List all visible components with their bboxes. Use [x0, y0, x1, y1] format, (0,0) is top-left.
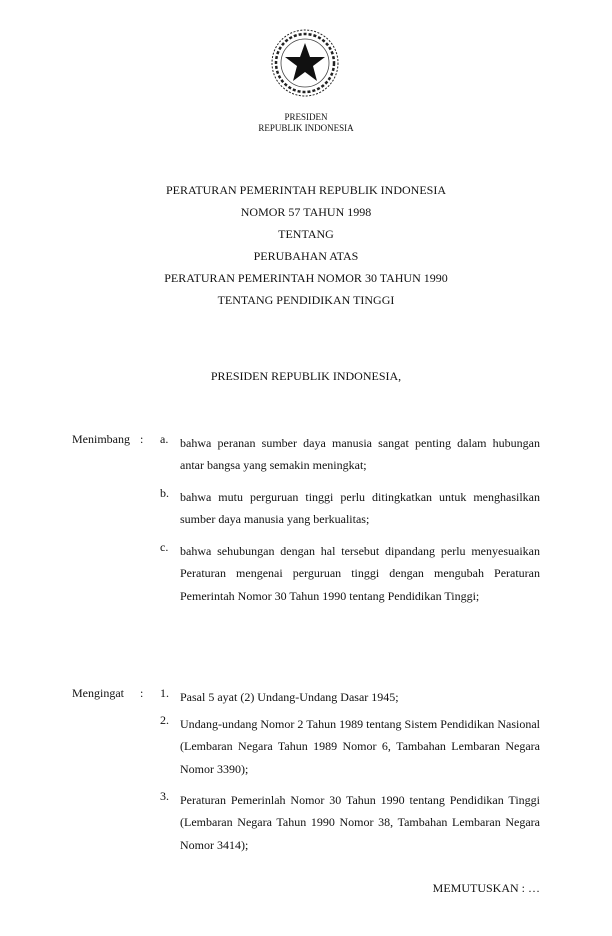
title-line: PERATURAN PEMERINTAH NOMOR 30 TAHUN 1990: [164, 271, 448, 285]
item-text: bahwa mutu perguruan tinggi perlu ditingkatkan untuk menghasilkan sumber daya manusia yang berkualitas;: [180, 490, 540, 527]
item-number: b.: [160, 486, 169, 500]
mengingat-item: [160, 789, 540, 856]
item-number: 2.: [160, 713, 169, 727]
header-president: PRESIDEN: [284, 112, 328, 122]
menimbang-colon: :: [140, 432, 144, 446]
item-text: Undang-undang Nomor 2 Tahun 1989 tentang Sistem Pendidikan Nasional (Lembaran Negara Tahun 1989 Nomor 6, Tambahan Lembaran Negara Nomor 3390);: [180, 717, 540, 776]
item-text: bahwa peranan sumber daya manusia sangat penting dalam hubungan antar bangsa yang semakin meningkat;: [180, 436, 540, 473]
mengingat-item: [160, 686, 540, 708]
star-emblem-icon: [268, 26, 342, 100]
item-text: bahwa sehubungan dengan hal tersebut dipandang perlu menyesuaikan Peraturan mengenai perguruan tinggi dengan mengubah Peraturan Pemerintah Nomor 30 Tahun 1990 tentang Pendidikan Tinggi;: [180, 544, 540, 603]
title-line: PERUBAHAN ATAS: [253, 249, 359, 263]
document-title: [0, 179, 612, 311]
header-republic: REPUBLIK INDONESIA: [258, 123, 354, 133]
item-number: a.: [160, 432, 169, 446]
opening: PRESIDEN REPUBLIK INDONESIA,: [210, 369, 402, 383]
title-line: NOMOR 57 TAHUN 1998: [240, 205, 372, 219]
item-text: Peraturan Pemerinlah Nomor 30 Tahun 1990 tentang Pendidikan Tinggi (Lembaran Negara Tahun 1990 Nomor 38, Tambahan Lembaran Negara Nomor 3414);: [180, 793, 540, 852]
menimbang-item: [160, 540, 540, 607]
menimbang-label: Menimbang: [72, 432, 130, 446]
item-text: Pasal 5 ayat (2) Undang-Undang Dasar 1945;: [180, 690, 399, 704]
mengingat-colon: :: [140, 686, 144, 700]
item-number: c.: [160, 540, 169, 554]
menimbang-item: [160, 432, 540, 477]
title-line: PERATURAN PEMERINTAH REPUBLIK INDONESIA: [165, 183, 447, 197]
continuation-footer: MEMUTUSKAN : …: [432, 881, 540, 895]
mengingat-item: [160, 713, 540, 780]
item-number: 3.: [160, 789, 169, 803]
item-number: 1.: [160, 686, 169, 700]
mengingat-label: Mengingat: [72, 686, 124, 700]
menimbang-item: [160, 486, 540, 531]
title-line: TENTANG: [278, 227, 334, 241]
emblem: [268, 26, 342, 100]
title-line: TENTANG PENDIDIKAN TINGGI: [217, 293, 395, 307]
